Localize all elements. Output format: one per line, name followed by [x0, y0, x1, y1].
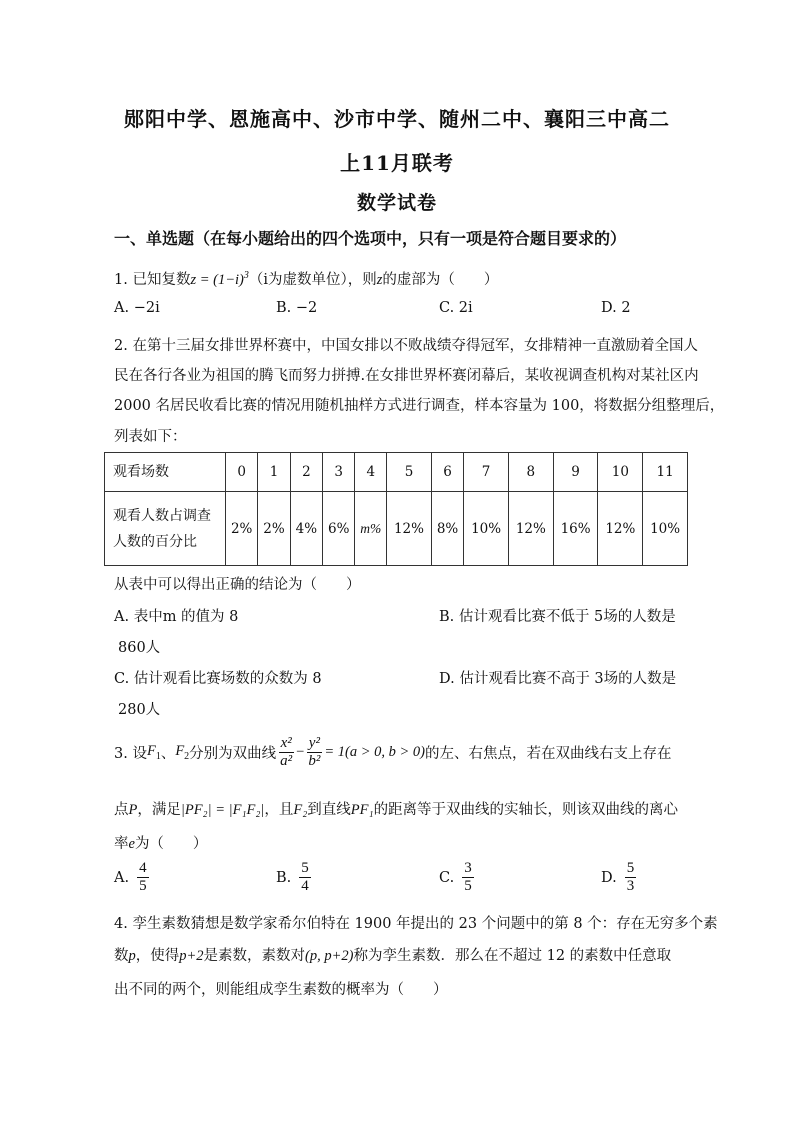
table-cell: 10	[598, 453, 643, 492]
q3-l2d: F₂	[293, 802, 308, 818]
q3-f2	[175, 743, 189, 762]
q3-l2f: PF₁	[350, 802, 374, 818]
q1-mid: （i为虚数单位），则	[248, 272, 377, 288]
option-label: A.	[114, 869, 130, 886]
table-row-games	[105, 453, 688, 492]
table-cell: 4	[355, 453, 387, 492]
table-row-percent	[105, 492, 688, 566]
q2-option-d-line1: D. 估计观看比赛不高于 3场的人数是	[439, 671, 677, 687]
option-fraction	[462, 860, 474, 895]
q3-e: e	[128, 836, 135, 852]
q3-l2g: 的距离等于双曲线的实轴长，则该双曲线的离心	[373, 802, 679, 818]
table-cell: 1	[258, 453, 290, 492]
option-fraction	[137, 860, 149, 895]
table-cell: 11	[643, 453, 688, 492]
frac-num: 4	[139, 860, 147, 876]
option-fraction	[299, 860, 311, 895]
frac-num: 3	[464, 860, 472, 876]
table-cell: 6%	[323, 492, 355, 566]
frac-den: 5	[464, 878, 472, 894]
q4-line3: 出不同的两个，则能组成孪生素数的概率为（ ）	[114, 982, 448, 998]
table-cell: 2	[290, 453, 322, 492]
q2-after: 从表中可以得出正确的结论为（ ）	[114, 577, 361, 593]
q3-fraction-x	[278, 735, 294, 770]
option-label: D.	[601, 869, 617, 886]
q4-l2a: 数	[114, 948, 129, 964]
q3-l3a: 率	[114, 836, 129, 852]
q3-l2c: ，且	[264, 802, 294, 818]
exam-title-line2: 上11月联考	[340, 151, 454, 175]
table-cell: 8	[508, 453, 553, 492]
q3-part1: 3. 设	[114, 746, 147, 762]
q2-line1: 2. 在第十三届女排世界杯赛中，中国女排以不败战绩夺得冠军，女排精神一直激励着全国人	[114, 338, 698, 354]
q1-option-b: B. −2	[276, 300, 318, 316]
q4-l2b: ，使得	[135, 948, 180, 964]
q4-p: p	[128, 948, 136, 964]
q3-line1	[114, 735, 672, 770]
q1-option-d: D. 2	[601, 300, 631, 316]
q4-line2	[114, 944, 671, 965]
q1-z: z	[376, 272, 383, 288]
q3-l3b: 为（ ）	[134, 836, 208, 852]
exam-subject: 数学试卷	[356, 192, 437, 214]
q3-option-b	[276, 860, 313, 895]
q3-part2: 分别为双曲线	[189, 746, 277, 762]
frac-den: 3	[626, 878, 635, 894]
table-cell: 10%	[464, 492, 509, 566]
header-line1: 观看人数占调查	[113, 507, 211, 524]
table-header-games: 观看场数	[105, 453, 226, 492]
frac-den: 4	[301, 878, 309, 894]
q3-condition: = 1(a > 0, b > 0)	[324, 744, 425, 760]
table-cell: 2%	[258, 492, 290, 566]
frac-den: b²	[308, 753, 321, 769]
q4-line1: 4. 孪生素数猜想是数学家希尔伯特在 1900 年提出的 23 个问题中的第 8 个：存在无穷多个素	[114, 916, 718, 932]
q1-prefix: 1. 已知复数	[114, 272, 191, 288]
q3-line2	[114, 798, 678, 819]
frac-num: 5	[626, 860, 635, 876]
q2-option-d-line2: 280人	[118, 702, 161, 718]
q3-eq: |PF₂| = |F₁F₂|	[180, 802, 265, 818]
q2-data-table	[104, 452, 688, 566]
option-label: C.	[439, 869, 455, 886]
table-cell: 9	[553, 453, 598, 492]
frac-num: y²	[308, 735, 320, 751]
table-cell: 12%	[387, 492, 432, 566]
q2-option-c: C. 估计观看比赛场数的众数为 8	[114, 671, 322, 687]
q3-option-d	[601, 860, 638, 895]
q3-comma: 、	[160, 746, 176, 762]
q4-expr2: (p, p+2)	[305, 948, 354, 964]
q4-l2c: 是素数，素数对	[203, 948, 306, 964]
q3-line3	[114, 832, 207, 853]
table-cell: 0	[226, 453, 258, 492]
q3-minus: −	[296, 744, 305, 760]
q4-l2d: 称为孪生素数．那么在不超过 12 的素数中任意取	[353, 948, 672, 964]
q3-f2-sub: 2	[184, 750, 190, 762]
q2-line4: 列表如下：	[114, 429, 187, 445]
q3-fraction-y	[306, 735, 322, 770]
q2-option-b-line2: 860人	[118, 640, 161, 656]
frac-num: x²	[280, 735, 292, 751]
section-title: 一、单选题（在每小题给出的四个选项中，只有一项是符合题目要求的）	[114, 229, 627, 248]
frac-num: 5	[301, 860, 309, 876]
q1-formula-base: z = (1−i)	[190, 272, 244, 288]
table-header-percent	[105, 492, 226, 566]
q3-option-a	[114, 860, 151, 895]
option-label: B.	[276, 869, 292, 886]
table-cell: 5	[387, 453, 432, 492]
table-cell: 2%	[226, 492, 258, 566]
q4-expr1: p+2	[179, 948, 204, 964]
table-cell: 4%	[290, 492, 322, 566]
q3-f1-sub: 1	[155, 750, 161, 762]
q3-part3: 的左、右焦点，若在双曲线右支上存在	[425, 746, 672, 762]
q2-option-b-line1: B. 估计观看比赛不低于 5场的人数是	[439, 609, 676, 625]
table-cell: 3	[323, 453, 355, 492]
q1-option-c: C. 2i	[439, 300, 473, 316]
q3-l2b: ，满足	[137, 802, 181, 818]
q3-option-c	[439, 860, 476, 895]
table-cell: 7	[464, 453, 509, 492]
table-cell: 12%	[508, 492, 553, 566]
q2-option-a: A. 表中m 的值为 8	[114, 609, 239, 625]
table-cell: m%	[355, 492, 387, 566]
question-1	[114, 268, 498, 289]
q3-f1-letter: F	[146, 743, 156, 760]
q3-p: P	[128, 802, 138, 818]
header-line2: 人数的百分比	[113, 533, 197, 550]
frac-den: 5	[139, 878, 147, 894]
q3-f1	[147, 743, 161, 762]
q1-formula	[190, 272, 248, 288]
q1-exponent: 3	[243, 270, 249, 282]
q1-option-a: A. −2i	[114, 300, 160, 316]
q3-l2e: 到直线	[307, 802, 351, 818]
frac-den: a²	[280, 753, 293, 769]
exam-title-line1: 郧阳中学、恩施高中、沙市中学、随州二中、襄阳三中高二	[124, 107, 670, 131]
q3-l2a: 点	[114, 802, 129, 818]
table-cell: 16%	[553, 492, 598, 566]
option-fraction	[625, 860, 637, 895]
table-cell: 10%	[643, 492, 688, 566]
table-cell: 8%	[431, 492, 463, 566]
q2-line3: 2000 名居民收看比赛的情况用随机抽样方式进行调查，样本容量为 100，将数据分组整理后，	[114, 398, 725, 414]
q1-suffix: 的虚部为（ ）	[382, 272, 499, 288]
q2-line2: 民在各行各业为祖国的腾飞而努力拼搏.在女排世界杯赛闭幕后，某收视调查机构对某社区内	[114, 368, 699, 384]
q3-f2-letter: F	[175, 743, 185, 760]
table-cell: 6	[431, 453, 463, 492]
table-cell: 12%	[598, 492, 643, 566]
